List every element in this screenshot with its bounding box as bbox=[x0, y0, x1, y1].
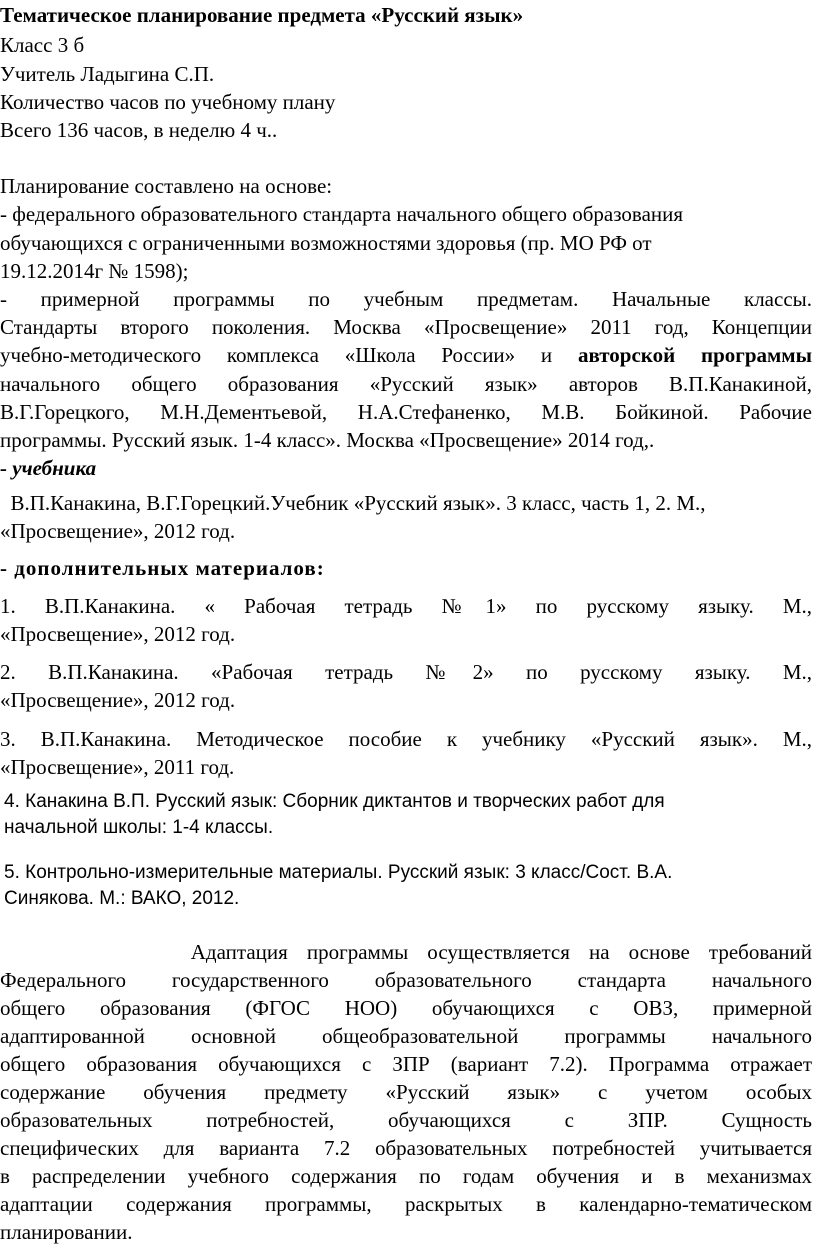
material-item-3: 3. В.П.Канакина. Методическое пособие к учебнику «Русский язык». М., bbox=[0, 727, 812, 751]
program-text: учебно-методического комплекса «Школа России» и bbox=[0, 343, 578, 367]
basis-fgos-line: - федерального образовательного стандарта начального общего образования bbox=[0, 202, 684, 226]
hours-line: Количество часов по учебному плану bbox=[0, 90, 336, 114]
adaptation-line: Адаптация программы осуществляется на основе требований bbox=[0, 940, 812, 964]
textbook-line: «Просвещение», 2012 год. bbox=[0, 519, 236, 543]
teacher-line: Учитель Ладыгина С.П. bbox=[0, 62, 215, 86]
adaptation-line: специфических для варианта 7.2 образовательных потребностей учитывается bbox=[0, 1136, 812, 1160]
basis-program-line: Стандарты второго поколения. Москва «Просвещение» 2011 год, Концепции bbox=[0, 315, 812, 339]
author-program-emphasis: авторской программы bbox=[577, 343, 812, 367]
adaptation-line: адаптации содержания программы, раскрытых в календарно-тематическом bbox=[0, 1192, 812, 1216]
adaptation-line: адаптированной основной общеобразовательной программы начального bbox=[0, 1024, 812, 1048]
basis-program-line: В.Г.Горецкого, М.Н.Дементьевой, Н.А.Стефаненко, М.В. Бойкиной. Рабочие bbox=[0, 400, 812, 424]
adaptation-line: планировании. bbox=[0, 1220, 133, 1244]
material-item-5: 5. Контрольно-измерительные материалы. Русский язык: 3 класс/Сост. В.А. bbox=[4, 862, 673, 883]
adaptation-line: образовательных потребностей, обучающихся с ЗПР. Сущность bbox=[0, 1108, 812, 1132]
class-line: Класс 3 б bbox=[0, 33, 85, 57]
adaptation-line: в распределении учебного содержания по годам обучения и в механизмах bbox=[0, 1164, 812, 1188]
adaptation-line: общего образования (ФГОС НОО) обучающихся с ОВЗ, примерной bbox=[0, 996, 812, 1020]
basis-program-line: начального общего образования «Русский язык» авторов В.П.Канакиной, bbox=[0, 372, 812, 396]
material-item-5-cont: Синякова. М.: ВАКО, 2012. bbox=[4, 888, 240, 909]
material-item-2-cont: «Просвещение», 2012 год. bbox=[0, 688, 236, 712]
basis-intro: Планирование составлено на основе: bbox=[0, 174, 333, 198]
materials-heading: - дополнительных материалов: bbox=[0, 556, 325, 580]
material-item-4: 4. Канакина В.П. Русский язык: Сборник диктантов и творческих работ для bbox=[4, 791, 665, 812]
basis-fgos-line: обучающихся с ограниченными возможностями здоровья (пр. МО РФ от bbox=[0, 231, 652, 255]
basis-program-line: программы. Русский язык. 1-4 класс». Москва «Просвещение» 2014 год,. bbox=[0, 428, 655, 452]
total-hours-line: Всего 136 часов, в неделю 4 ч.. bbox=[0, 118, 278, 142]
material-item-2: 2. В.П.Канакина. «Рабочая тетрадь №2» по русскому языку. М., bbox=[0, 660, 812, 684]
adaptation-line: общего образования обучающихся с ЗПР (вариант 7.2). Программа отражает bbox=[0, 1052, 812, 1076]
basis-fgos-line: 19.12.2014г № 1598); bbox=[0, 259, 189, 283]
basis-program-line bbox=[0, 342, 812, 368]
textbook-line: В.П.Канакина, В.Г.Горецкий.Учебник «Русский язык». 3 класс, часть 1, 2. М., bbox=[0, 491, 706, 515]
material-item-1-cont: «Просвещение», 2012 год. bbox=[0, 622, 236, 646]
document-title: Тематическое планирование предмета «Русский язык» bbox=[0, 3, 524, 27]
adaptation-line: содержание обучения предмету «Русский язык» с учетом особых bbox=[0, 1080, 812, 1104]
textbook-heading: - учебника bbox=[0, 456, 97, 480]
material-item-3-cont: «Просвещение», 2011 год. bbox=[0, 755, 235, 779]
basis-program-line: - примерной программы по учебным предметам. Начальные классы. bbox=[0, 287, 812, 311]
material-item-1: 1. В.П.Канакина. « Рабочая тетрадь №1» по русскому языку. М., bbox=[0, 594, 812, 618]
material-item-4-cont: начальной школы: 1-4 классы. bbox=[4, 817, 274, 838]
adaptation-line: Федерального государственного образовательного стандарта начального bbox=[0, 968, 812, 992]
